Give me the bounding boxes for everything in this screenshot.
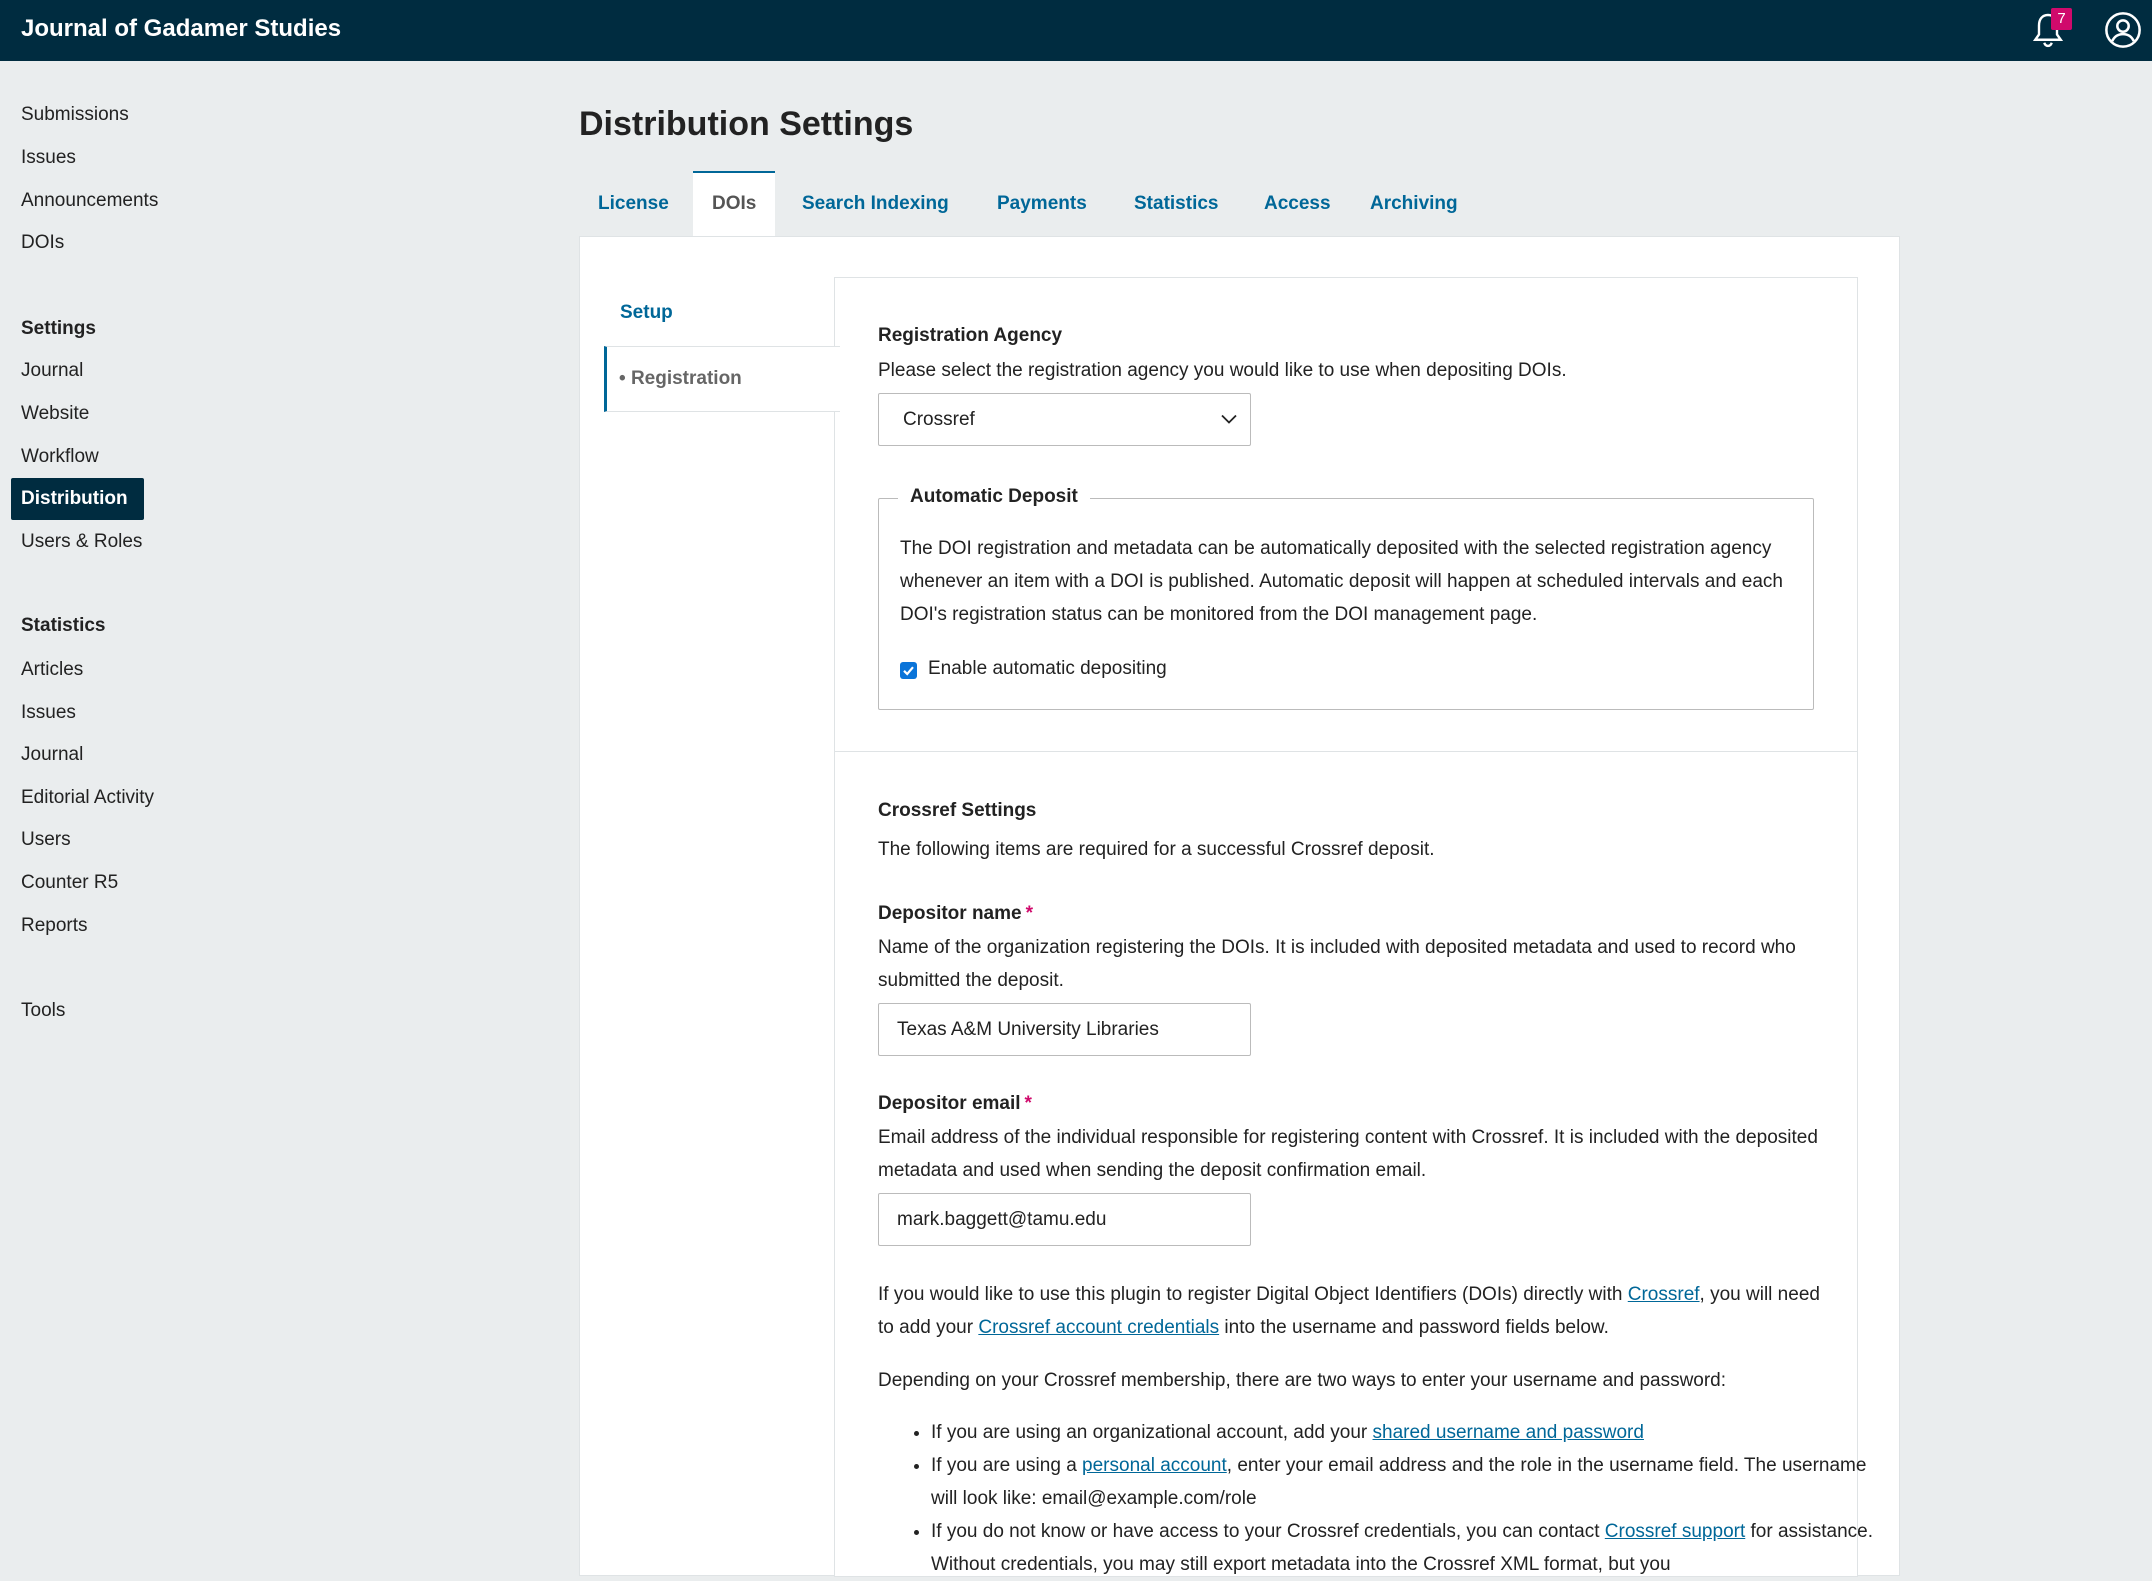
automatic-deposit-legend: Automatic Deposit — [898, 486, 1090, 508]
sidebar-item-workflow[interactable]: Workflow — [21, 446, 99, 467]
sidebar-heading-statistics: Statistics — [21, 615, 106, 636]
membership-paragraph: Depending on your Crossref membership, there are two ways to enter your username and password: — [878, 1370, 1727, 1391]
sidebar-heading-settings: Settings — [21, 318, 96, 339]
intro-text-3: into the username and password fields below. — [1219, 1317, 1609, 1338]
bullet-2-text-1: If you are using a — [931, 1455, 1083, 1476]
list-item — [931, 1449, 1891, 1515]
notification-count-badge: 7 — [2051, 8, 2072, 30]
sidebar-item-editorial-activity[interactable]: Editorial Activity — [21, 787, 155, 808]
page-title: Distribution Settings — [579, 105, 914, 143]
tab-search-indexing[interactable]: Search Indexing — [802, 193, 949, 214]
sidebar-item-stats-journal[interactable]: Journal — [21, 744, 84, 765]
crossref-support-link[interactable]: Crossref support — [1604, 1521, 1746, 1542]
sidebar-item-submissions[interactable]: Submissions — [21, 104, 129, 125]
registration-agency-select[interactable] — [878, 393, 1251, 446]
depositor-email-label — [878, 1093, 1032, 1115]
depositor-name-label-text: Depositor name — [878, 903, 1022, 924]
tab-access[interactable]: Access — [1264, 193, 1331, 214]
depositor-email-input[interactable] — [878, 1193, 1251, 1246]
tab-payments[interactable]: Payments — [997, 193, 1087, 214]
crossref-credentials-link[interactable]: Crossref account credentials — [978, 1317, 1220, 1338]
bullet-3-text-2: for assistance. Without credentials, you may still export metadata into the Crossref XML format, but you — [931, 1521, 1874, 1575]
shared-credentials-link[interactable]: shared username and password — [1372, 1422, 1644, 1443]
sidebar-item-issues[interactable]: Issues — [21, 147, 76, 168]
registration-agency-label: Registration Agency — [878, 325, 1063, 346]
tab-license[interactable]: License — [598, 193, 669, 214]
crossref-link[interactable]: Crossref — [1627, 1284, 1700, 1305]
enable-auto-deposit-label[interactable]: Enable automatic depositing — [928, 658, 1167, 679]
user-circle-icon — [2104, 11, 2142, 49]
registration-agency-description: Please select the registration agency you would like to use when depositing DOIs. — [878, 360, 1567, 381]
bullet-1-text: If you are using an organizational account, add your — [931, 1422, 1373, 1443]
subnav-registration-label: Registration — [630, 368, 742, 389]
depositor-email-description: Email address of the individual responsible for registering content with Crossref. It is included with the deposited metadata and used when sending the deposit confirmation email. — [878, 1127, 1818, 1181]
tab-statistics[interactable]: Statistics — [1134, 193, 1219, 214]
checkmark-icon — [901, 663, 916, 678]
crossref-intro-paragraph — [878, 1278, 1838, 1344]
automatic-deposit-description: The DOI registration and metadata can be automatically deposited with the selected registration agency whenever an item with a DOI is published. Automatic deposit will happen at scheduled intervals and each DOI's registration status can be monitored from the DOI management page. — [900, 538, 1783, 625]
sidebar-item-stats-issues[interactable]: Issues — [21, 702, 76, 723]
top-bar — [0, 0, 2152, 61]
bullet-2-text-2: , enter your email address and the role in the username field. The username will look like: email@example.com/role — [931, 1455, 1867, 1509]
credentials-list — [878, 1416, 1891, 1581]
sidebar-item-website[interactable]: Website — [21, 403, 90, 424]
list-item — [931, 1515, 1891, 1581]
depositor-name-input[interactable] — [878, 1003, 1251, 1056]
sidebar-item-stats-articles[interactable]: Articles — [21, 659, 84, 680]
tab-dois[interactable]: DOIs — [693, 171, 775, 236]
sidebar-item-dois[interactable]: DOIs — [21, 232, 65, 253]
site-title-link[interactable]: Journal of Gadamer Studies — [21, 15, 342, 42]
depositor-name-label — [878, 903, 1033, 925]
personal-account-link[interactable]: personal account — [1082, 1455, 1227, 1476]
registration-agency-selected: Crossref — [903, 409, 975, 430]
sidebar-item-stats-users[interactable]: Users — [21, 829, 71, 850]
subnav-setup[interactable]: Setup — [620, 302, 673, 323]
list-item — [931, 1416, 1891, 1449]
sidebar-item-counter-r5[interactable]: Counter R5 — [21, 872, 119, 893]
section-divider — [834, 751, 1858, 752]
subnav-registration[interactable]: • Registration — [604, 346, 840, 412]
crossref-settings-heading: Crossref Settings — [878, 800, 1037, 821]
depositor-name-description: Name of the organization registering the DOIs. It is included with deposited metadata and used to record who submitted the deposit. — [878, 937, 1796, 991]
tab-archiving[interactable]: Archiving — [1370, 193, 1458, 214]
sidebar-item-distribution[interactable]: Distribution — [11, 478, 144, 520]
sidebar-item-journal[interactable]: Journal — [21, 360, 84, 381]
sidebar-item-users-roles[interactable]: Users & Roles — [21, 531, 143, 552]
intro-text-1: If you would like to use this plugin to register Digital Object Identifiers (DOIs) directly with — [878, 1284, 1628, 1305]
bullet-3-text-1: If you do not know or have access to your Crossref credentials, you can contact — [931, 1521, 1605, 1542]
intro-text-2: , you will need to add your — [878, 1284, 1820, 1338]
chevron-down-icon — [1220, 410, 1238, 428]
sidebar-item-tools[interactable]: Tools — [21, 1000, 66, 1021]
sidebar-item-announcements[interactable]: Announcements — [21, 190, 159, 211]
depositor-email-label-text: Depositor email — [878, 1093, 1021, 1114]
crossref-settings-description: The following items are required for a successful Crossref deposit. — [878, 839, 1435, 860]
sidebar-item-reports[interactable]: Reports — [21, 915, 88, 936]
required-marker: * — [1025, 903, 1033, 924]
user-menu-button[interactable] — [2104, 11, 2142, 49]
required-marker: * — [1024, 1093, 1032, 1114]
enable-auto-deposit-checkbox[interactable] — [900, 662, 917, 679]
